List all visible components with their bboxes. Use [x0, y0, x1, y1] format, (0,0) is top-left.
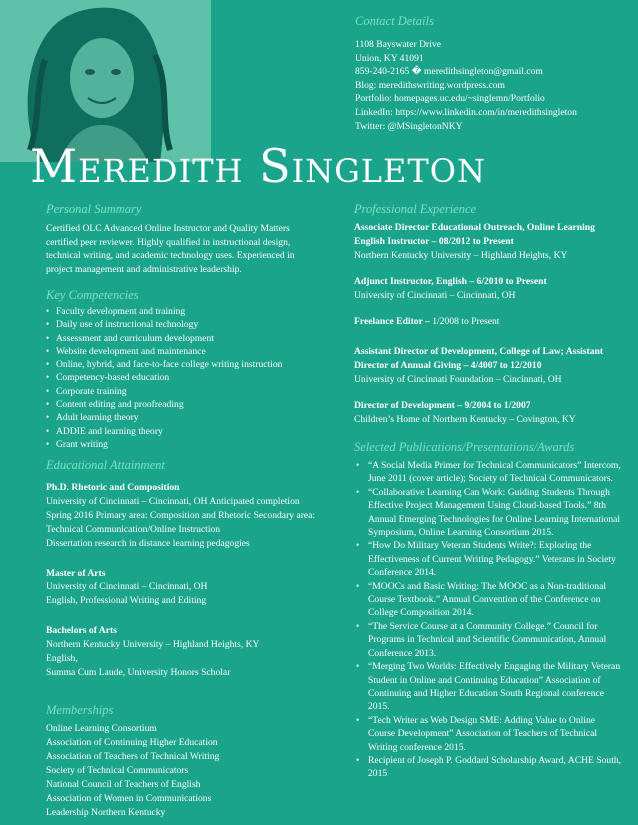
job-dates: 1/2008 to Present [429, 316, 500, 327]
list-item: • Competency-based education [56, 371, 321, 384]
job-place: Children’s Home of Northern Kentucky – Covington, KY [354, 414, 576, 425]
membership-item: Association of Teachers of Technical Writing [46, 751, 220, 762]
contact-city: Union, KY 41091 [355, 52, 424, 64]
contact-phone-email[interactable]: 859-240-2165 � meredithsingleton@gmail.com [355, 66, 543, 78]
competencies-section [46, 288, 321, 451]
job-freelance [354, 315, 624, 329]
list-item: • “MOOCs and Basic Writing: The MOOC as a Non-traditional Course Textbook.” Annual Convention of the Conference on College Composition 2014. [364, 580, 624, 620]
membership-item: Online Learning Consortium [46, 723, 157, 734]
list-item: • “The Service Course at a Community College.” Council for Programs in Technical and Scientific Communication, Annual Conference 2013. [364, 620, 624, 660]
list-item: • Online, hybrid, and face-to-face college writing instruction [56, 358, 321, 371]
list-item: • “How Do Military Veteran Students Write?: Exploring the Effectiveness of Current Writing Pedagogy.” Veterans in Society Conference 2014. [364, 539, 624, 579]
membership-item: National Council of Teachers of English [46, 779, 201, 790]
publications-heading: Selected Publications/Presentations/Awards [354, 440, 575, 454]
job-title: Assistant Director of Development, College of Law; Assistant Director of Annual Giving – 4/4007 to 12/2010 [354, 346, 604, 371]
job-title: Director of Development – 9/2004 to 1/2007 [354, 400, 531, 411]
ba-school: Northern Kentucky University – Highland Heights, KY [46, 638, 260, 650]
contact-blog[interactable]: Blog: meredithswriting.wordpress.com [355, 79, 506, 91]
list-item: • Adult learning theory [56, 411, 321, 424]
ba-field: English, [46, 652, 78, 664]
ma-degree: Master of Arts [46, 567, 106, 579]
job-place: University of Cincinnati Foundation – Cincinnati, OH [354, 374, 562, 385]
memberships-section [46, 703, 321, 820]
list-item: • “Merging Two Worlds: Effectively Engaging the Military Veteran Student in Online and Continuing Education” Association of Continuing and Higher Education South Regional conference 2015. [364, 660, 624, 714]
memberships-heading: Memberships [46, 703, 114, 717]
contact-address: 1108 Bayswater Drive [355, 39, 441, 50]
list-item: • “Tech Writer as Web Design SME: Adding Value to Online Course Development” Association of Teachers of Technical Writing conference 2015. [364, 714, 624, 754]
list-item: • Faculty development and training [56, 305, 321, 318]
ma-school: University of Cincinnati – Cincinnati, OH [46, 581, 208, 593]
list-item: • Corporate training [56, 385, 321, 398]
ma-field: English, Professional Writing and Editing [46, 595, 207, 607]
membership-item: Association of Women in Communications [46, 793, 212, 804]
publications-section [354, 440, 624, 781]
contact-portfolio[interactable]: Portfolio: homepages.uc.edu/~singlemn/Portfolio [355, 93, 545, 105]
list-item: • Recipient of Joseph P. Goddard Scholarship Award, ACHE South, 2015 [364, 754, 624, 781]
education-section [46, 458, 321, 680]
list-item: • ADDIE and learning theory [56, 425, 321, 438]
competencies-heading: Key Competencies [46, 288, 139, 302]
list-item: • Assessment and curriculum development [56, 332, 321, 345]
phd-details: University of Cincinnati – Cincinnati, OH Anticipated completion Spring 2016 Primary area: Composition and Rhetoric Secondary area: Technical Communication/Online Instruction [46, 495, 316, 535]
ba-honors: Summa Cum Laude, University Honors Scholar [46, 666, 231, 678]
summary-text: Certified OLC Advanced Online Instructor and Quality Matters certified peer reviewer. Highly qualified in instructional design, technical writing, and academic technology uses. Experienced in project management and administrative leadership. [46, 223, 295, 275]
job-title: Freelance Editor – [354, 316, 430, 327]
summary-heading: Personal Summary [46, 202, 142, 216]
list-item: • Content editing and proofreading [56, 398, 321, 411]
experience-heading: Professional Experience [354, 202, 477, 216]
list-item: • “Collaborative Learning Can Work: Guiding Students Through Effective Project Management Using Cloud-based Tools.” 8th Annual Emerging Technologies for Online Learning International Symposium, Online Learning Consortium 2015. [364, 486, 624, 540]
phd-degree: Ph.D. Rhetoric and Composition [46, 482, 180, 493]
personal-summary-section [46, 202, 321, 276]
membership-item: Association of Continuing Higher Education [46, 737, 218, 748]
experience-section [354, 202, 624, 427]
competencies-list [46, 305, 321, 451]
publications-list [354, 459, 624, 781]
contact-section [355, 14, 625, 133]
list-item: • “A Social Media Primer for Technical Communicators” Intercom, June 2011 (cover article); Society of Technical Communicators. [364, 459, 624, 486]
job-title: Adjunct Instructor, English – 6/2010 to Present [354, 276, 547, 287]
contact-heading: Contact Details [355, 14, 434, 28]
full-name: Meredith Singleton [30, 139, 486, 193]
contact-twitter[interactable]: Twitter: @MSingletonNKY [355, 120, 463, 132]
job-title: Associate Director Educational Outreach, Online Learning English Instructor – 08/2012 to Present [354, 222, 595, 247]
job-place: University of Cincinnati – Cincinnati, OH [354, 290, 516, 301]
list-item: • Daily use of instructional technology [56, 318, 321, 331]
job-place: Northern Kentucky University – Highland Heights, KY [354, 250, 568, 261]
list-item: • Grant writing [56, 438, 321, 451]
ba-degree: Bachelors of Arts [46, 625, 117, 637]
list-item: • Website development and maintenance [56, 345, 321, 358]
phd-research: Dissertation research in distance learning pedagogies [46, 537, 250, 549]
membership-item: Society of Technical Communicators [46, 765, 189, 776]
contact-linkedin[interactable]: LinkedIn: https://www.linkedin.com/in/meredithsingleton [355, 106, 577, 118]
membership-item: Leadership Northern Kentucky [46, 807, 166, 818]
education-heading: Educational Attainment [46, 458, 165, 472]
